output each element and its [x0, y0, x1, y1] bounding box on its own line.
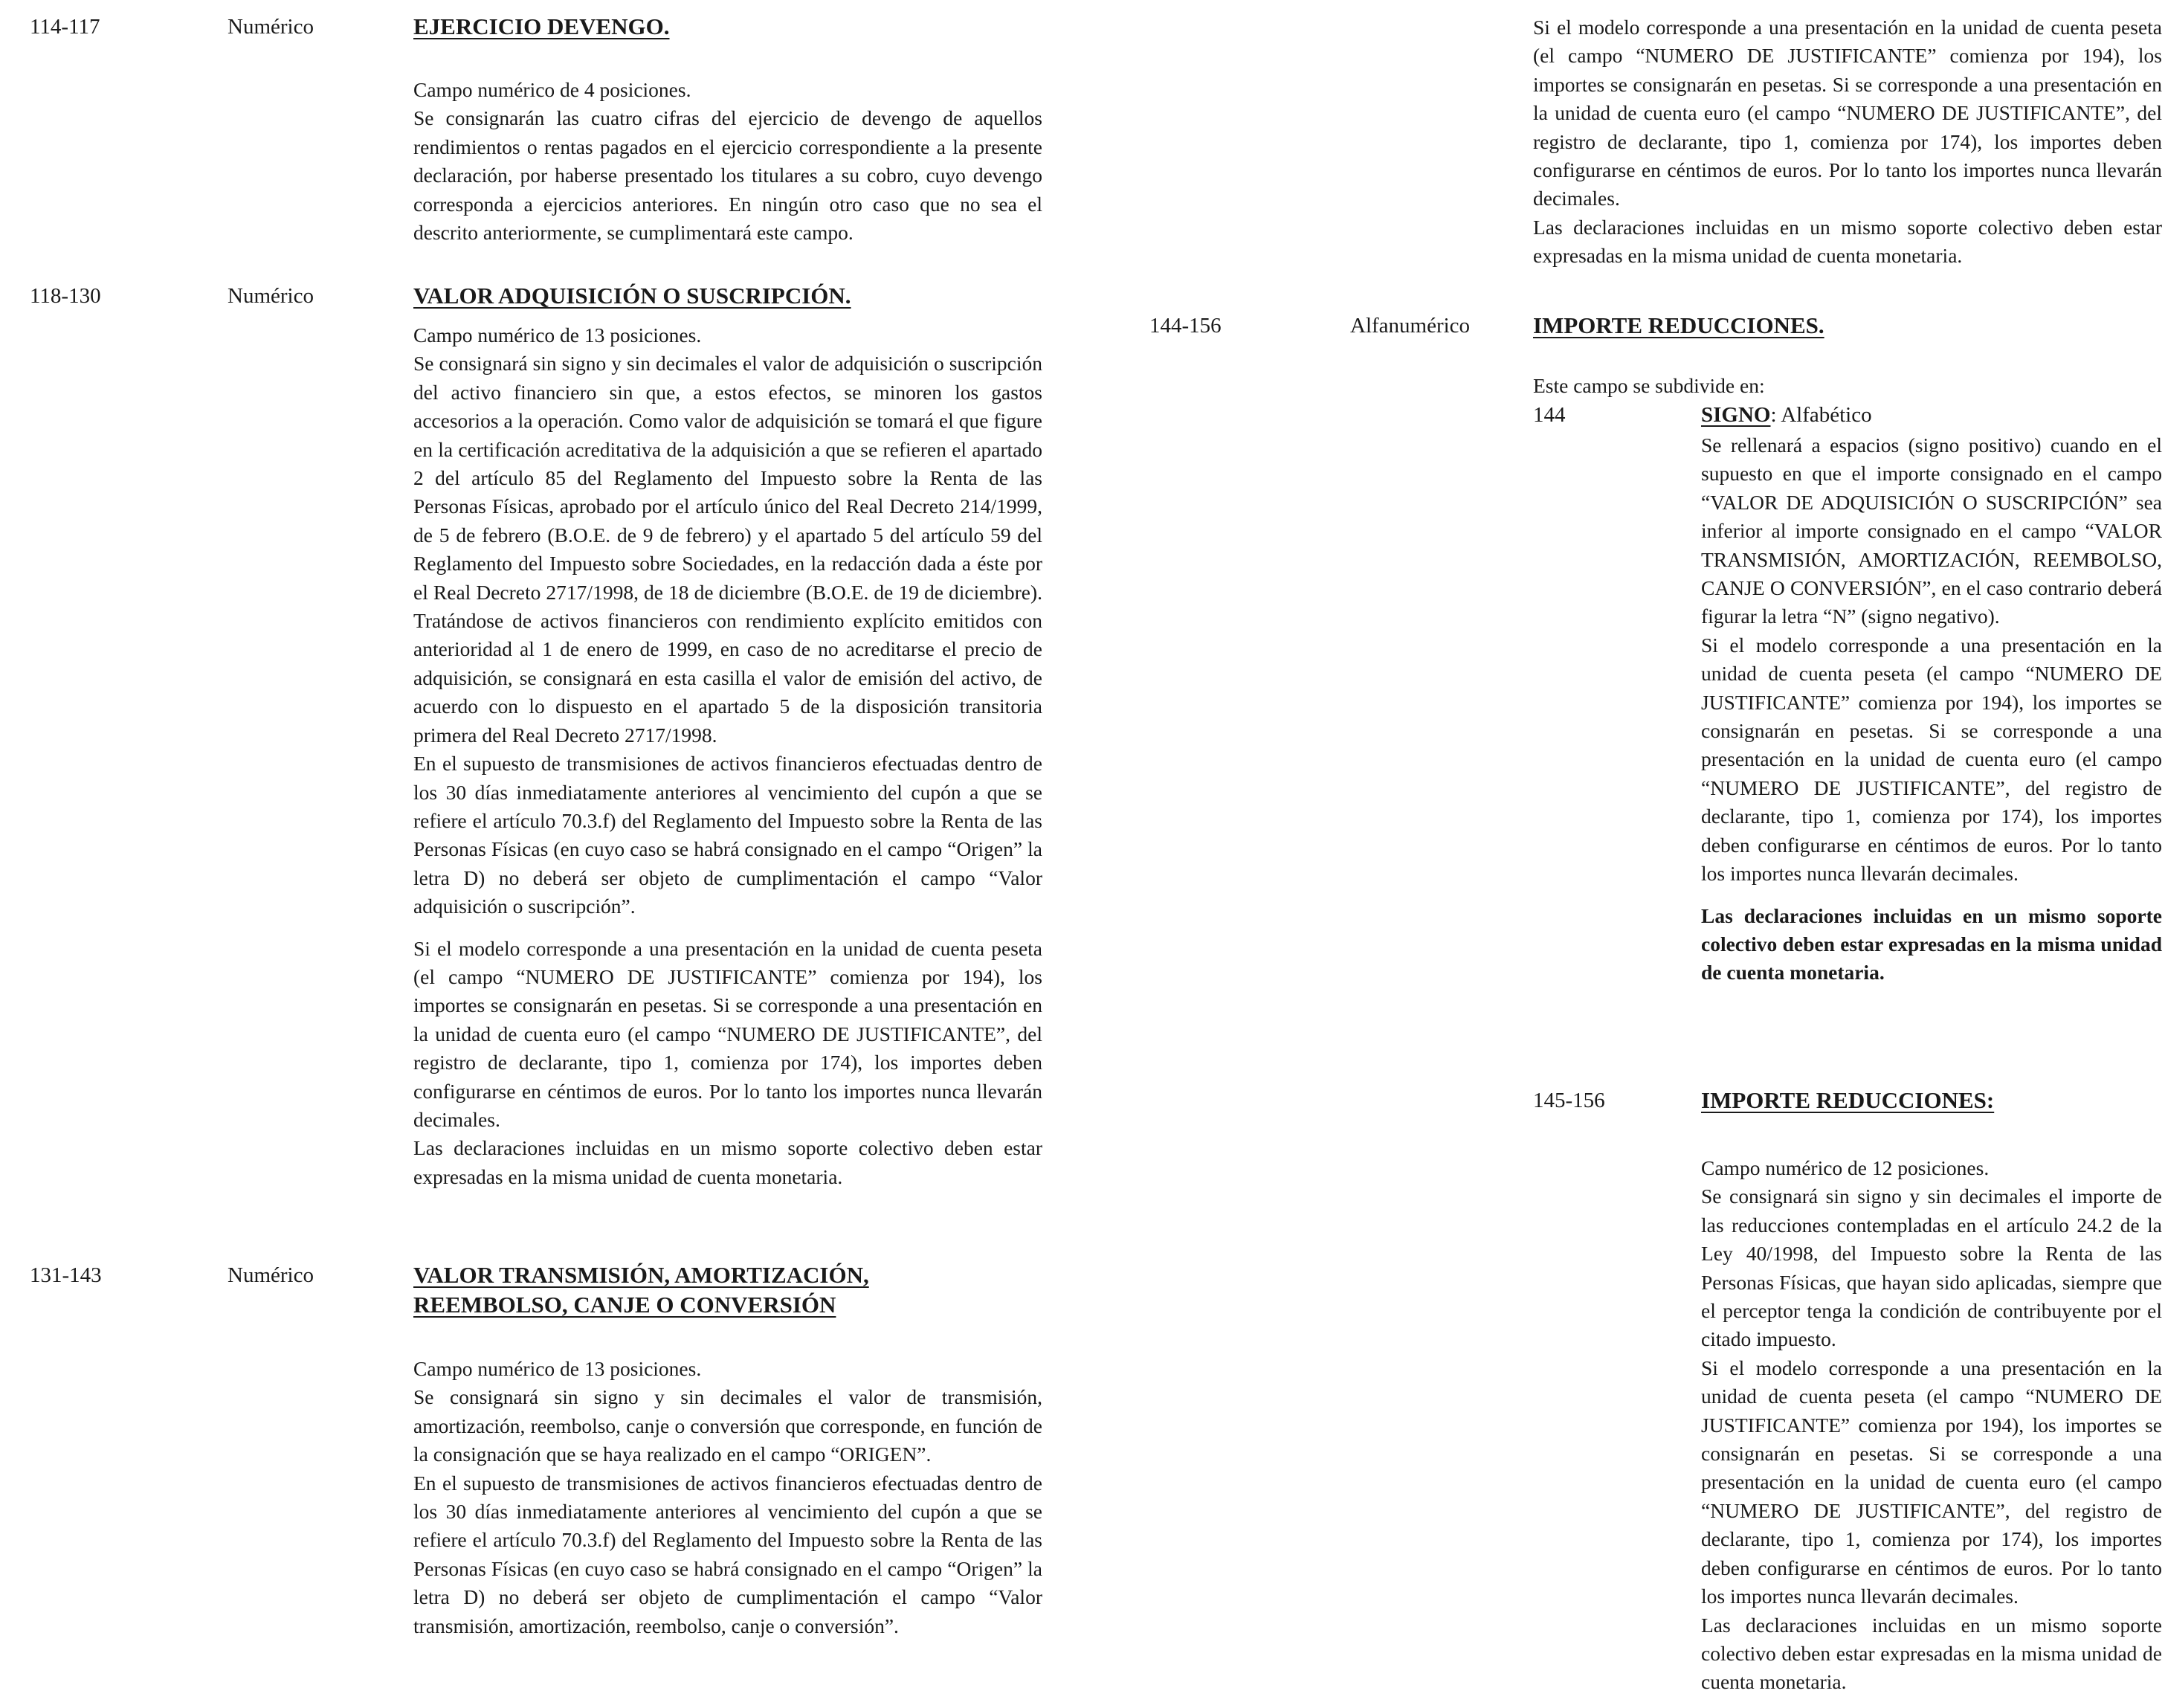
- subdivision-intro: Este campo se subdivide en:: [1533, 374, 1765, 397]
- paragraph: Se consignarán las cuatro cifras del ejercicio de devengo de aquellos rendimientos o rentas pagados en el ejercicio correspondiente a la presente declaración, por haberse presentado los titulares a su cobro, cuyo devengo corresponda a ejercicios anteriores. En ningún otro caso que no sea el descrito anteriormente, se cumplimentará este campo.: [413, 106, 1042, 245]
- paragraph: Se consignará sin signo y sin decimales el importe de las reducciones contempladas en el artículo 24.2 de la Ley 40/1998, del Impuesto sobre la Renta de las Personas Físicas, que hayan sido aplicadas, siempre que el perceptor tenga la condición de contribuyente por el citado impuesto.: [1701, 1185, 2162, 1351]
- paragraph: Se consignará sin signo y sin decimales el valor de transmisión, amortización, reembolso, canje o conversión que corresponde, en función de la consignación que se haya realizado en el campo “ORIGEN”.: [413, 1385, 1042, 1466]
- subfield-description: [1701, 431, 2162, 987]
- paragraph: Las declaraciones incluidas en un mismo soporte colectivo deben estar expresadas en la misma unidad de cuenta monetaria.: [1533, 215, 2162, 268]
- subfield-heading: [1701, 400, 1872, 430]
- paragraph: Las declaraciones incluidas en un mismo soporte colectivo deben estar expresadas en la misma unidad de cuenta monetaria.: [413, 1136, 1042, 1188]
- paragraph: Las declaraciones incluidas en un mismo soporte colectivo deben estar expresadas en la misma unidad de cuenta monetaria.: [1701, 903, 2162, 984]
- field-position: 118-130: [30, 284, 101, 308]
- paragraph: En el supuesto de transmisiones de activos financieros efectuadas dentro de los 30 días inmediatamente anteriores al vencimiento del cupón a que se refiere el artículo 70.3.f) del Reglamento del Impuesto sobre la Renta de las Personas Físicas (en cuyo caso se habrá consignado en el campo “Origen” la letra D) no deberá ser objeto de cumplimentación el campo “Valor adquisición o suscripción”.: [413, 752, 1042, 918]
- field-title: EJERCICIO DEVENGO.: [413, 13, 670, 39]
- paragraph: Si el modelo corresponde a una presentación en la unidad de cuenta peseta (el campo “NUMERO DE JUSTIFICANTE” comienza por 194), los importes se consignarán en pesetas. Si se corresponde a una presentación en la unidad de cuenta euro (el campo “NUMERO DE JUSTIFICANTE”, del registro de declarante, tipo 1, comienza por 174), los importes deben configurarse en céntimos de euros. Por lo tanto los importes nunca llevarán decimales.: [1701, 633, 2162, 886]
- field-description: [413, 1355, 1042, 1640]
- field-title: [413, 1260, 869, 1320]
- field-position: 131-143: [30, 1263, 102, 1287]
- paragraph: Si el modelo corresponde a una presentación en la unidad de cuenta peseta (el campo “NUMERO DE JUSTIFICANTE” comienza por 194), los importes se consignarán en pesetas. Si se corresponde a una presentación en la unidad de cuenta euro (el campo “NUMERO DE JUSTIFICANTE”, del registro de declarante, tipo 1, comienza por 174), los importes deben configurarse en céntimos de euros. Por lo tanto los importes nunca llevarán decimales.: [1701, 1356, 2162, 1608]
- field-type: Numérico: [228, 1263, 314, 1287]
- field-position: 144-156: [1149, 314, 1222, 338]
- paragraph: Campo numérico de 13 posiciones.: [413, 1357, 702, 1380]
- field-title-line: REEMBOLSO, CANJE O CONVERSIÓN: [413, 1292, 836, 1318]
- paragraph: Las declaraciones incluidas en un mismo soporte colectivo deben estar expresadas en la misma unidad de cuenta monetaria.: [1701, 1613, 2162, 1694]
- paragraph: Se rellenará a espacios (signo positivo) cuando en el supuesto en que el importe consignado en el campo “VALOR DE ADQUISICIÓN O SUSCRIPCIÓN” sea inferior al importe consignado en el campo “VALOR TRANSMISIÓN, AMORTIZACIÓN, REEMBOLSO, CANJE O CONVERSIÓN”, en el caso contrario deberá figurar la letra “N” (signo negativo).: [1701, 434, 2162, 628]
- field-position: 114-117: [30, 15, 100, 39]
- paragraph: Campo numérico de 13 posiciones.: [413, 323, 702, 347]
- field-title: IMPORTE REDUCCIONES.: [1533, 312, 1824, 338]
- subfield-position: 144: [1533, 403, 1566, 427]
- paragraph: Si el modelo corresponde a una presentación en la unidad de cuenta peseta (el campo “NUMERO DE JUSTIFICANTE” comienza por 194), los importes se consignarán en pesetas. Si se corresponde a una presentación en la unidad de cuenta euro (el campo “NUMERO DE JUSTIFICANTE”, del registro de declarante, tipo 1, comienza por 174), los importes deben configurarse en céntimos de euros. Por lo tanto los importes nunca llevarán decimales.: [1533, 16, 2162, 210]
- subfield-type: : Alfabético: [1770, 403, 1872, 427]
- field-type: Alfanumérico: [1350, 314, 1471, 338]
- field-description: [413, 321, 1042, 1191]
- subfield-title: SIGNO: [1701, 403, 1771, 427]
- paragraph: Se consignará sin signo y sin decimales el valor de adquisición o suscripción del activo financiero sin que, a estos efectos, se minoren los gastos accesorios a la operación. Como valor de adquisición se tomará el que figure en la certificación acreditativa de la adquisición a que se refieren el apartado 2 del artículo 85 del Reglamento del Impuesto sobre la Renta de las Personas Físicas, aprobado por el artículo único del Real Decreto 214/1999, de 5 de febrero (B.O.E. de 9 de febrero) y el apartado 5 del artículo 59 del Reglamento del Impuesto sobre Sociedades, en la redacción dada a éste por el Real Decreto 2717/1998, de 18 de diciembre (B.O.E. de 19 de diciembre). Tratándose de activos financieros con rendimiento explícito emitidos con anterioridad al 1 de enero de 1999, en caso de no acreditarse el precio de adquisición, se consignará en esta casilla el valor de emisión del activo, de acuerdo con lo dispuesto en el apartado 5 de la disposición transitoria primera del Real Decreto 2717/1998.: [413, 352, 1042, 747]
- continued-description: [1533, 13, 2162, 271]
- subfield-position: 145-156: [1533, 1089, 1605, 1112]
- paragraph: Campo numérico de 4 posiciones.: [413, 78, 691, 101]
- subfield-description: [1701, 1154, 2162, 1697]
- field-title: VALOR ADQUISICIÓN O SUSCRIPCIÓN.: [413, 283, 851, 309]
- field-title-line: VALOR TRANSMISIÓN, AMORTIZACIÓN,: [413, 1262, 869, 1288]
- field-description: [413, 76, 1042, 247]
- paragraph: Si el modelo corresponde a una presentación en la unidad de cuenta peseta (el campo “NUMERO DE JUSTIFICANTE” comienza por 194), los importes se consignarán en pesetas. Si se corresponde a una presentación en la unidad de cuenta euro (el campo “NUMERO DE JUSTIFICANTE”, del registro de declarante, tipo 1, comienza por 174), los importes deben configurarse en céntimos de euros. Por lo tanto los importes nunca llevarán decimales.: [413, 936, 1042, 1131]
- field-type: Numérico: [228, 15, 314, 39]
- subfield-title: IMPORTE REDUCCIONES:: [1701, 1087, 1995, 1113]
- paragraph: En el supuesto de transmisiones de activos financieros efectuadas dentro de los 30 días inmediatamente anteriores al vencimiento del cupón a que se refiere el artículo 70.3.f) del Reglamento del Impuesto sobre la Renta de las Personas Físicas (en cuyo caso se habrá consignado en el campo “Origen” la letra D) no deberá ser objeto de cumplimentación el campo “Valor transmisión, amortización, reembolso, canje o conversión”.: [413, 1471, 1042, 1637]
- paragraph: Campo numérico de 12 posiciones.: [1701, 1156, 1990, 1179]
- field-type: Numérico: [228, 284, 314, 308]
